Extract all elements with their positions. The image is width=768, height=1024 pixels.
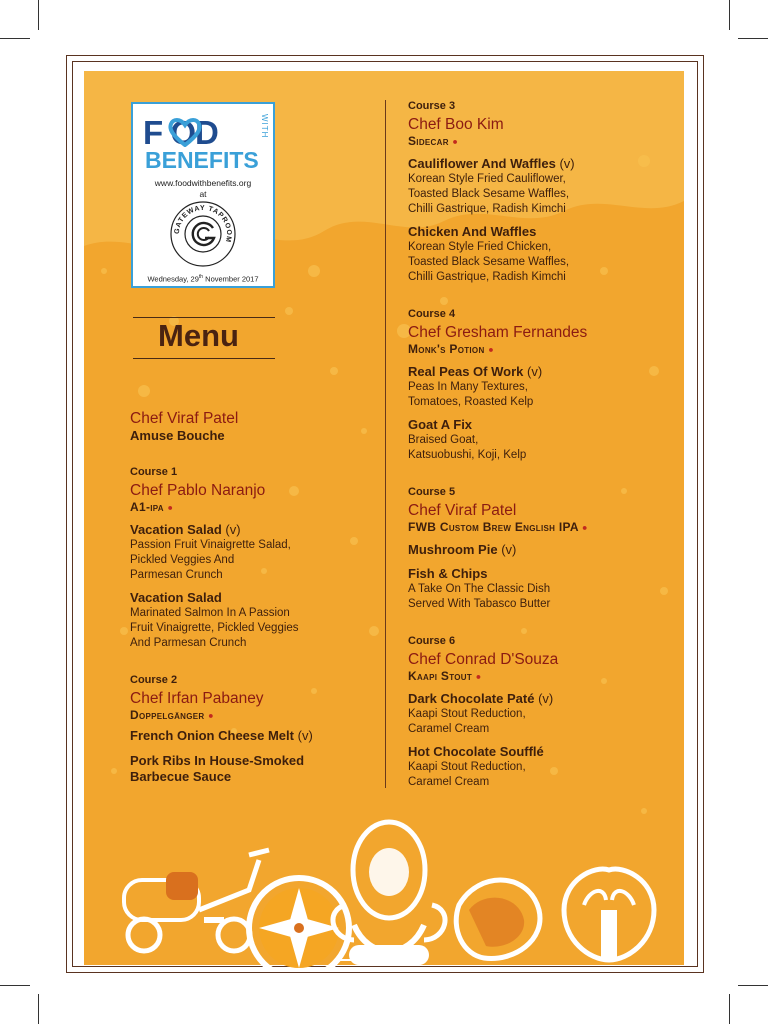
chef-name: Chef Viraf Patel <box>408 502 517 519</box>
footer-illustration <box>84 810 684 970</box>
dish-name: French Onion Cheese Melt (v) <box>130 728 313 744</box>
drink-pairing: A1-ipa ● <box>130 500 174 514</box>
drink-pairing: Monk's Potion ● <box>408 342 494 356</box>
crop-mark <box>0 38 30 39</box>
logo-url: www.foodwithbenefits.org <box>154 178 252 188</box>
dish-desc: Caramel Cream <box>408 776 490 789</box>
event-date: Wednesday, 29th November 2017 <box>147 274 259 284</box>
dish-name: Dark Chocolate Paté (v) <box>408 691 554 707</box>
dish-desc: A Take On The Classic Dish <box>408 583 551 596</box>
dish-name: Vacation Salad (v) <box>130 522 241 538</box>
chef-name: Chef Pablo Naranjo <box>130 482 266 499</box>
dish-name-cont: Barbecue Sauce <box>130 769 232 785</box>
chef-name: Chef Conrad D'Souza <box>408 651 559 668</box>
drink-pairing: FWB Custom Brew English IPA ● <box>408 520 588 534</box>
dish-desc: Toasted Black Sesame Waffles, <box>408 188 570 201</box>
drink-pairing: Sidecar ● <box>408 134 459 148</box>
crop-mark <box>38 0 39 30</box>
course-label: Course 3 <box>408 100 456 112</box>
course-label: Course 5 <box>408 486 456 498</box>
course-6 <box>408 635 678 790</box>
course-label: Course 2 <box>130 674 178 686</box>
dish-desc: And Parmesan Crunch <box>130 637 247 650</box>
emblem-icon <box>564 869 654 960</box>
crop-mark <box>729 0 730 30</box>
course-5 <box>408 486 688 612</box>
course-label: Course 1 <box>130 466 178 478</box>
amuse-bouche: Amuse Bouche <box>130 428 225 443</box>
course-label: Course 4 <box>408 308 456 320</box>
dot-icon: ● <box>582 522 588 533</box>
crop-mark <box>38 994 39 1024</box>
lion-icon <box>333 822 445 965</box>
drink-pairing: Kaapi Stout ● <box>408 669 482 683</box>
dish-desc: Parmesan Crunch <box>130 569 223 582</box>
dish-desc: Korean Style Fried Chicken, <box>408 241 552 254</box>
shell-icon <box>456 880 540 958</box>
dish-desc: Passion Fruit Vinaigrette Salad, <box>130 539 291 552</box>
dish-desc: Katsuobushi, Koji, Kelp <box>408 449 527 462</box>
dish-desc: Chilli Gastrique, Radish Kimchi <box>408 271 566 284</box>
menu-title: Menu <box>158 318 239 353</box>
amuse-section <box>130 409 238 444</box>
chef-name: Chef Viraf Patel <box>130 410 239 427</box>
dish-desc: Caramel Cream <box>408 723 490 736</box>
logo-at: at <box>199 189 207 199</box>
food-with-benefits-logo <box>131 102 275 288</box>
dot-icon: ● <box>475 671 482 682</box>
dish-desc: Chilli Gastrique, Radish Kimchi <box>408 203 566 216</box>
crop-mark <box>0 985 30 986</box>
course-4 <box>408 308 678 463</box>
chef-name: Chef Gresham Fernandes <box>408 324 588 341</box>
dish-desc: Pickled Veggies And <box>130 554 235 567</box>
crop-mark <box>729 994 730 1024</box>
dish-name: Hot Chocolate Soufflé <box>408 744 544 760</box>
menu-rule-bottom <box>133 358 275 359</box>
logo-benefits-text: BENEFITS <box>145 147 259 173</box>
dish-desc: Toasted Black Sesame Waffles, <box>408 256 570 269</box>
dish-name: Pork Ribs In House-Smoked <box>130 753 305 769</box>
dish-desc: Marinated Salmon In A Passion <box>130 607 290 620</box>
dish-name: Fish & Chips <box>408 566 488 582</box>
dish-desc: Fruit Vinaigrette, Pickled Veggies <box>130 622 299 635</box>
logo-food-text: F OD <box>143 114 218 151</box>
course-1 <box>130 466 380 651</box>
dish-desc: Peas In Many Textures, <box>408 381 528 394</box>
drink-pairing: Doppelgänger ● <box>130 708 214 722</box>
dish-name: Cauliflower And Waffles (v) <box>408 156 575 172</box>
dish-name: Vacation Salad <box>130 590 222 606</box>
column-divider <box>385 100 386 788</box>
heart-icon <box>168 117 202 147</box>
venue-ring-text: GATEWAY TAPROOM <box>173 204 233 244</box>
chef-name: Chef Boo Kim <box>408 116 504 133</box>
dot-icon: ● <box>452 136 459 147</box>
course-label: Course 6 <box>408 635 456 647</box>
dish-desc: Braised Goat, <box>408 434 479 447</box>
chef-name: Chef Irfan Pabaney <box>130 690 264 707</box>
dot-icon: ● <box>488 344 494 355</box>
dot-icon: ● <box>167 502 174 513</box>
dish-desc: Tomatoes, Roasted Kelp <box>408 396 534 409</box>
dish-name: Goat A Fix <box>408 417 473 433</box>
course-2 <box>130 674 380 785</box>
dish-name: Chicken And Waffles <box>408 224 537 240</box>
dish-desc: Served With Tabasco Butter <box>408 598 551 611</box>
dish-name: Mushroom Pie (v) <box>408 542 517 558</box>
logo-with-text: WITH <box>260 114 269 139</box>
course-3 <box>408 100 678 285</box>
dish-desc: Kaapi Stout Reduction, <box>408 708 526 721</box>
dish-desc: Korean Style Fried Cauliflower, <box>408 173 566 186</box>
dish-name: Real Peas Of Work (v) <box>408 364 543 380</box>
dish-desc: Kaapi Stout Reduction, <box>408 761 526 774</box>
gateway-taproom-logo <box>169 200 237 268</box>
crop-mark <box>738 38 768 39</box>
dot-icon: ● <box>208 710 214 721</box>
crop-mark <box>738 985 768 986</box>
